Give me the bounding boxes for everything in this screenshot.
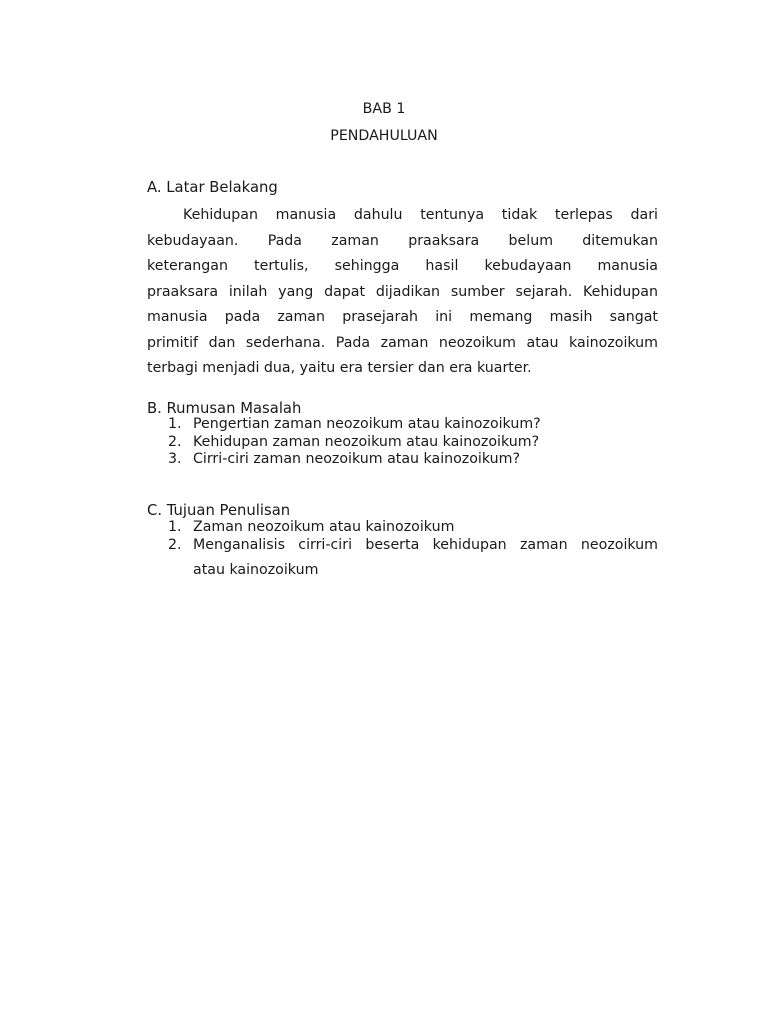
list-item-number: 2.: [168, 536, 182, 553]
section-c-heading: C. Tujuan Penulisan: [147, 502, 291, 519]
list-item: [168, 416, 658, 434]
list-item-text-line: Pengertian zaman neozoikum atau kainozoikum?: [193, 416, 541, 432]
list-item: [168, 451, 658, 469]
section-a-heading: A. Latar Belakang: [147, 179, 278, 196]
list-item-number: 3.: [168, 451, 182, 467]
list-item: [168, 434, 658, 452]
paragraph-line: manusia pada zaman prasejarah ini memang masih sangat: [147, 309, 658, 325]
list-item-number: 1.: [168, 416, 182, 432]
paragraph-line: Kehidupan manusia dahulu tentunya tidak terlepas dari: [183, 207, 658, 223]
paragraph-line: keterangan tertulis, sehingga hasil kebudayaan manusia: [147, 258, 658, 274]
list-item-text: [193, 416, 658, 434]
paragraph-line: praaksara inilah yang dapat dijadikan sumber sejarah. Kehidupan: [147, 283, 658, 300]
problem-list: [168, 416, 658, 469]
background-paragraph: [147, 203, 658, 382]
paragraph-line: kebudayaan. Pada zaman praaksara belum ditemukan: [147, 232, 658, 249]
list-item-text-line: atau kainozoikum: [193, 562, 319, 578]
list-item-text-line: Menganalisis cirri-ciri beserta kehidupan zaman neozoikum: [193, 536, 658, 553]
list-item-text-line: Kehidupan zaman neozoikum atau kainozoikum?: [193, 433, 540, 450]
paragraph-line: terbagi menjadi dua, yaitu era tersier dan era kuarter.: [147, 360, 532, 376]
section-b-heading: B. Rumusan Masalah: [147, 400, 302, 417]
list-item-text-line: Cirri-ciri zaman neozoikum atau kainozoikum?: [193, 451, 520, 467]
list-item: [168, 537, 658, 580]
purpose-list: [168, 519, 658, 580]
list-item-text: [193, 451, 658, 469]
chapter-title: PENDAHULUAN: [330, 128, 438, 144]
list-item-text: [193, 519, 658, 537]
list-item-text-line: Zaman neozoikum atau kainozoikum: [193, 519, 455, 535]
list-item: [168, 519, 658, 537]
chapter-number: BAB 1: [362, 101, 406, 117]
list-item-number: 1.: [168, 519, 182, 535]
list-item-text: [193, 434, 658, 452]
paragraph-line: primitif dan sederhana. Pada zaman neozoikum atau kainozoikum: [147, 334, 658, 351]
list-item-text: [193, 537, 658, 580]
list-item-number: 2.: [168, 433, 182, 450]
